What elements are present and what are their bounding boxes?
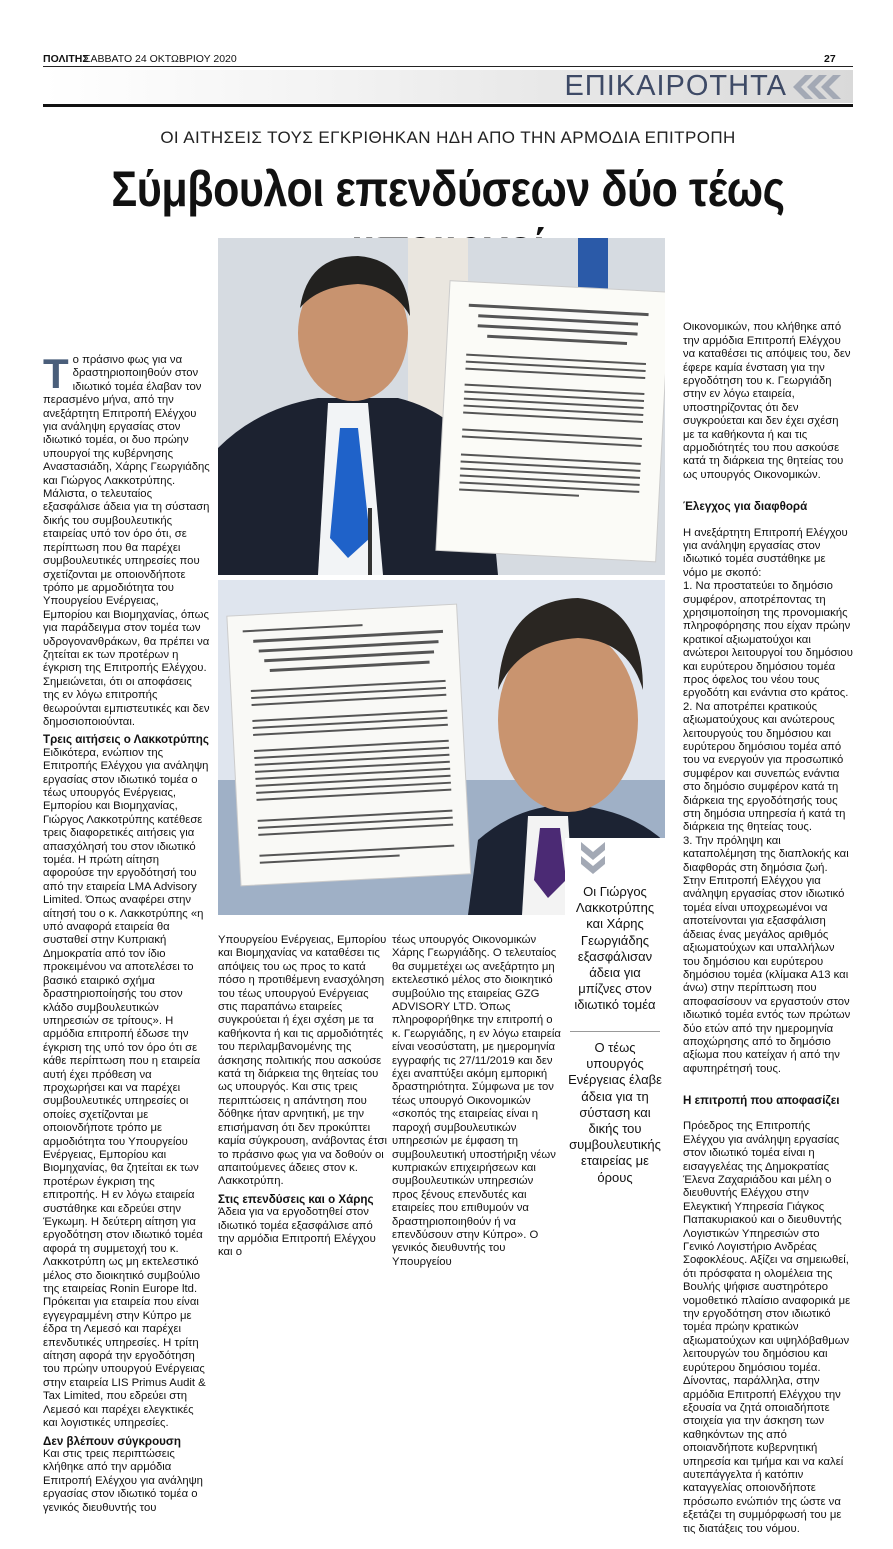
article-column-4 bbox=[683, 308, 853, 1549]
page-number: 27 bbox=[824, 53, 836, 65]
subheading-no-conflict: Δεν βλέπουν σύγκρουση bbox=[43, 1434, 181, 1448]
section-rule bbox=[43, 104, 853, 107]
header-rule bbox=[43, 66, 853, 67]
photo-lakkotrypis bbox=[218, 238, 665, 575]
subheading-three-applications: Τρεις αιτήσεις ο Λακκοτρύπης bbox=[43, 733, 209, 747]
paragraph-committee-members: Πρόεδρος της Επιτροπής Ελέγχου για ανάληψη εργασίας στον ιδιωτικό τομέα είναι η εισαγγελέας της Δημοκρατίας Έλενα Ζαχαριάδου και μέλη ο διευθυντής Ελέγχου στην Ελεγκτική Υπηρεσία Γιάγκος Παπακυριακού και ο διευθυντής Λογιστικών Υπηρεσιών στο Γενικό Λογιστήριο Ανδρέας Σοφοκλέους. Αξίζει να σημειωθεί, ότι πρόσφατα η ολομέλεια της Βουλής ψήφισε αυστηρότερο νομοθετικό πλαίσιο αναφορικά με την εργοδότηση στον ιδιωτικό τομέα πρώην κρατικών αξιωματούχων και υψηλόβαθμων λειτουργών του δημόσιου και ευρύτερου δημόσιου τομέα. Δίνοντας, παράλληλα, στην αρμόδια Επιτροπή Ελέγχου την εξουσία να ζητά οποιαδήποτε στοιχεία για την άσκηση των καθηκόντων της από οποιανδήποτε κυβερνητική υπηρεσία και τμήμα και να καλεί αυτεπάγγελτα ή κατόπιν καταγγελίας οποιονδήποτε πρόσωπο ενώπιόν της ώστε να εξετάζει τη συμμόρφωσή του με τις διατάξεις του νόμου. bbox=[683, 1120, 851, 1535]
paragraph-ministry-views: Υπουργείου Ενέργειας, Εμπορίου και Βιομηχανίας να καταθέσει τις απόψεις του ως προς το κατά πόσο η προτιθέμενη ενασχόληση του τέως υπουργού Ενέργειας στις παραπάνω εταιρείες συγκρούεται ή έχει σχέση με τα καθήκοντα ή και τις αρμοδιότητές του περιλαμβανομένης της άσκησης πολιτικής που ασκούσε κατά τη διάρκεια της θητείας του ως υπουργός. Και στις τρεις περιπτώσεις η απάντηση που δόθηκε ήταν αρνητική, με την επισήμανση ότι δεν προκύπτει καμία σύγκρουση, ανάβοντας έτσι το πράσινο φως για να δοθούν οι απαιτούμενες άδειες στον κ. Λακκοτρύπη. bbox=[218, 934, 387, 1188]
paragraph-committee-purpose: Η ανεξάρτητη Επιτροπή Ελέγχου για ανάληψη εργασίας στον ιδιωτικό τομέα συστάθηκε με νόμο με σκοπό: 1. Να προστατεύει το δημόσιο συμφέρον, αποτρέποντας τη χρησιμοποίηση της προνομιακής πληροφόρησης που είχαν πρώην κρατικοί αξιωματούχοι και ανώτεροι λειτουργοί του δημόσιου και ευρύτερου δημόσιου τομέα προς όφελος του νέου τους εργοδότη και ενάντια στο κράτος. 2. Να αποτρέπει κρατικούς αξιωματούχους και ανώτερους λειτουργούς του δημόσιου και ευρύτερου δημόσιου τομέα από του να ενεργούν για προσωπικό συμφέρον και συνεπώς ενάντια στο δημόσιο συμφέρον κατά τη διάρκεια της εργοδότησής τους στη δημόσια υπηρεσία ή κατά τη διάρκεια της θητείας τους. 3. Την πρόληψη και καταπολέμηση της διαπλοκής και διαφθοράς στη δημόσια ζωή. Στην Επιτροπή Ελέγχου για ανάληψη εργασίας στον ιδιωτικό τομέα είναι υποχρεωμένοι να αποτείνονται για εξασφάλιση άδειας ένας μεγάλος αριθμός αξιωματούχων και υπαλλήλων του δημόσιου και ευρύτερου δημόσιου τομέα (κλίμακα Α13 και άνω) στην περίπτωση που αποφασίσουν να εργαστούν στον ιδιωτικό τομέα εντός των πρώτων δύο ετών από την ημερομηνία αποχώρησης από το δημόσιο αξίωμα που κατείχαν ή από την αφυπηρέτησή τους. bbox=[683, 526, 853, 1075]
photo-lakkotrypis-illustration bbox=[218, 238, 665, 575]
paragraph-no-conflict: Και στις τρεις περιπτώσεις κλήθηκε από την αρμόδια Επιτροπή Ελέγχου για ανάληψη εργασίας στον ιδιωτικό τομέα ο γενικός διευθυντής του bbox=[43, 1447, 203, 1514]
paragraph-georgiades: τέως υπουργός Οικονομικών Χάρης Γεωργιάδης. Ο τελευταίος θα συμμετέχει ως ανεξάρτητο μη εκτελεστικό μέλος στο διοικητικό συμβούλιο της εταιρείας GZG ADVISORY LTD. Όπως πληροφορήθηκε την επιτροπή ο κ. Γεωργιάδης, η εν λόγω εταιρεία είναι νεοσύστατη, με ημερομηνία εγγραφής τις 27/11/2019 και δεν έχει αναπτύξει ακόμη εμπορική δραστηριότητα. Σύμφωνα με τον τέως υπουργό Οικονομικών «σκοπός της εταιρείας είναι η παροχή συμβουλευτικών υπηρεσιών με έμφαση τη συμβουλευτική υποστήριξη νέων κυπριακών επιχειρήσεων και συμβουλευτικών υπηρεσιών προς ξένους επενδυτές και εταιρείες που επιθυμούν να δραστηριοποιηθούν ή να επενδύσουν στην Κύπρο». Ο γενικός διευθυντής του Υπουργείου bbox=[392, 934, 561, 1268]
paragraph-finance-views: Οικονομικών, που κλήθηκε από την αρμόδια Επιτροπή Ελέγχου να καταθέσει τις απόψεις του, δεν έφερε καμία ένσταση για την εργοδότηση του κ. Γεωργιάδη στην εν λόγω εταιρεία, υποστηρίζοντας ότι δεν συγκρούεται και δεν έχει σχέση με τα καθήκοντα ή και τις αρμοδιότητές του που ασκούσε κατά τη διάρκεια της θητείας του ως υπουργός Οικονομικών. bbox=[683, 321, 851, 481]
chevron-left-icon bbox=[787, 73, 847, 101]
chevron-down-icon bbox=[578, 838, 608, 876]
newspaper-name: ΠΟΛΙΤΗΣ bbox=[43, 53, 89, 65]
paragraph-intro: ο πράσινο φως για να δραστηριοποιηθούν στον ιδιωτικό τομέα έλαβαν τον περασμένο μήνα, από την ανεξάρτητη Επιτροπή Ελέγχου για ανάληψη εργασίας στον ιδιωτικό τομέα, οι δυο πρώην υπουργοί της κυβέρνησης Αναστασιάδη, Χάρης Γεωργιάδης και Γιώργος Λακκοτρύπης. Μάλιστα, ο τελευταίος εξασφάλισε άδεια για τη σύσταση δικής του συμβουλευτικής εταιρείας υπό τον όρο ότι, σε περίπτωση που θα παρέχει συμβουλευτικές υπηρεσίες που σχετίζονται με οποιονδήποτε τρόπο με αρμοδιότητα του Υπουργείου Ενέργειας, Εμπορίου και Βιομηχανίας, όπως για παράδειγμα στον τομέα των υδρογονανθράκων, θα πρέπει να ζητείται εκ των προτέρων η έγκριση της Επιτροπής Ελέγχου. Σημειώνεται, ότι οι αποφάσεις της εν λόγω επιτροπής θεωρούνται εμπιστευτικές και δεν δημοσιοποιούνται. bbox=[43, 354, 210, 728]
issue-date: ΣΑΒΒΑΤΟ 24 ΟΚΤΩΒΡΙΟΥ 2020 bbox=[84, 53, 237, 65]
paragraph-lakkotrypis: Ειδικότερα, ενώπιον της Επιτροπής Ελέγχου για ανάληψη εργασίας στον ιδιωτικό τομέα ο τέως υπουργός Ενέργειας, Εμπορίου και Βιομηχανίας, Γιώργος Λακκοτρύπης κατέθεσε τρεις διαφορετικές αιτήσεις για απασχόλησή του στον ιδιωτικό τομέα. Η πρώτη αίτηση αφορούσε την εργοδότησή του από την εταιρεία LMA Advisory Limited. Όπως αναφέρει στην αίτησή του ο κ. Λακκοτρύπης «η υπό αναφορά εταιρεία θα συσταθεί στην Κυπριακή Δημοκρατία από τον ίδιο προκειμένου να αποτελέσει το βασικό εταιρικό σχήμα δραστηριοποίησής του στον κλάδο συμβουλευτικών υπηρεσιών σε τρίτους». Η αρμόδια επιτροπή έδωσε την έγκριση της υπό τον όρο ότι σε κάθε περίπτωση που η εταιρεία αυτή έχει πρόθεση να προχωρήσει και να παρέχει συμβουλευτικές υπηρεσίες οι οποίες σχετίζονται με οποιονδήποτε τρόπο με αρμοδιότητα του Υπουργείου Ενέργειας, Εμπορίου και Βιομηχανίας, θα ζητείται εκ των προτέρων έγκριση της επιτροπής. Η εν λόγω εταιρεία συστάθηκε και εδρεύει στην Έγκωμη. Η δεύτερη αίτηση για εργοδότηση στον ιδιωτικό τομέα αφορά τη συμμετοχή του κ. Λακκοτρύπη ως μη εκτελεστικό μέλος στο διοικητικό συμβούλιο της εταιρείας Ronin Europe ltd. Πρόκειται για εταιρεία που είναι εγγεγραμμένη στην Κύπρο με έδρα τη Λεμεσό και παρέχει επενδυτικές υπηρεσίες. Η τρίτη αίτηση αφορά την εργοδότηση του πρώην υπουργού Ενέργειας στην εταιρεία LIS Primus Audit & Tax Limited, που εδρεύει στη Λεμεσό και παρέχει ελεγκτικές και λογιστικές υπηρεσίες. bbox=[43, 746, 209, 1430]
subheading-corruption-control: Έλεγχος για διαφθορά bbox=[683, 499, 808, 513]
dropcap: Τ bbox=[43, 350, 69, 397]
subheading-georgiades: Στις επενδύσεις και ο Χάρης bbox=[218, 1192, 374, 1206]
article-headline: Σύμβουλοι επενδύσεων δύο τέως bbox=[111, 161, 785, 217]
photo-caption: Οι Γιώργος Λακκοτρύπης και Χάρης Γεωργιάδης εξασφάλισαν άδεια για μπίζνες στον ιδιωτικό τομέα bbox=[574, 884, 656, 1013]
paragraph-georgiades-start: Άδεια για να εργοδοτηθεί στον ιδιωτικό τομέα εξασφάλισε από την αρμόδια Επιτροπή Ελέγχου και ο bbox=[218, 1206, 376, 1259]
caption-divider bbox=[570, 1031, 660, 1032]
article-kicker: ΟΙ ΑΙΤΗΣΕΙΣ ΤΟΥΣ ΕΓΚΡΙΘΗΚΑΝ ΗΔΗ ΑΠΟ ΤΗΝ ΑΡΜΟΔΙΑ ΕΠΙΤΡΟΠΗ bbox=[160, 128, 736, 147]
photo-caption-secondary: Ο τέως υπουργός Ενέργειας έλαβε άδεια για τη σύσταση και δικής του συμβουλευτικής εταιρείας με όρους bbox=[568, 1040, 662, 1185]
section-title: ΕΠΙΚΑΙΡΟΤΗΤΑ bbox=[564, 70, 787, 102]
article-column-2 bbox=[218, 934, 388, 1260]
subheading-deciding-committee: Η επιτροπή που αποφασίζει bbox=[683, 1093, 840, 1107]
article-column-1 bbox=[43, 350, 211, 1515]
